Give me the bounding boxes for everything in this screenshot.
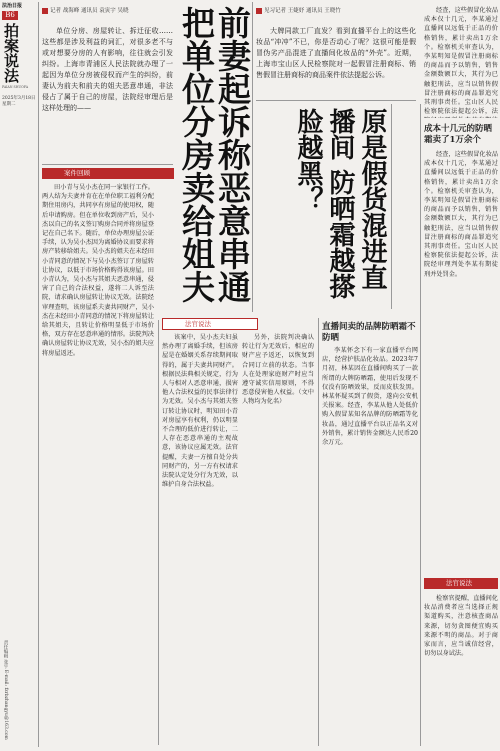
- left-byline: [42, 6, 174, 14]
- left-col3-text: 另外，法院判决确认转让行为无效后，相应的财产应予返还，以恢复到合同订立前的状态。当事人在处理家庭财产时应当遵守诚实信用原则，不得恶意侵害他人权益。（文中人物均为化名）: [242, 334, 314, 406]
- page-number: B6: [2, 11, 18, 20]
- paper-name: 法治日报: [2, 3, 23, 9]
- right-byline: [256, 6, 416, 14]
- left-reporters: 记者 战海峰 通讯员 袁寅宇 吴晓: [50, 8, 129, 14]
- right-col2-text: 经查，这些假冒化妆品成本仅十几元，李某通过直播间以远低于正品的价格销售，累计卖出1万余个。检察机关审查认为，李某明知是假冒注册商标的商品而予以销售，销售金额数额巨大，其行为已触犯刑法，应当以销售假冒注册商标的商品罪追究其刑事责任。宝山区人民检察院依法提起公诉，法院经审理判处李某有期徒刑并处罚金。: [424, 151, 498, 278]
- masthead: [2, 2, 42, 172]
- byline-square-icon: [42, 8, 48, 14]
- right-col3-text: 检察官提醒，直播间化妆品消费者应当选择正规渠道购买，注意核查商品来源，切勿贪图便宜购买来源不明的商品。对于商家而言，应当诚信经营，切勿以身试法。: [424, 595, 498, 658]
- center-divider-lower: [318, 318, 319, 746]
- section-judge-says-right: 法官说法: [424, 578, 498, 589]
- right-col1-text: 李某怀念下有一家直播平台网店，经营护肤品化妆品。2023年7月初，林某因在直播间购买了一款所谓的大牌防晒霜，使用后发现不仅没有防晒效果，反而皮肤发黑。林某怀疑买到了假货，遂向公安机关报案。经查，李某从他人处低价购入假冒某知名品牌的防晒霜等化妆品，通过直播平台以正品名义对外销售，累计销售金额达人民币20余万元。: [322, 347, 418, 447]
- issue-date: 2025年3月18日: [2, 96, 36, 101]
- left-col1-text: 田小青与吴小杰在同一家银行工作。两人结为夫妻并育在在单位职工福利分配期住用房内，共同享有房屋的使用权，随后申请购房。但在单位收到房产后，吴小杰以自己的名义签订购房合同并将房屋登记在自己名下。随后，单位办理房屋公证手续，认为吴小杰因为离婚协议而要求将房产转移给姐夫。吴小杰的姐夫在未经田小青同意的情况下与吴小杰签订了房屋转让协议，以低于市场价格购得该房屋。田小青认为，吴小杰与其姐夫恶意串通，侵害了自己的合法权益，遂将二人诉至法院，请求确认房屋转让协议无效。法院经审理查明，该房屋系夫妻共同财产，吴小杰在未经田小青同意的情况下将房屋转让给其姐夫，且转让价格明显低于市场价格，双方存在恶意串通的情形。法院判决确认房屋转让协议无效，吴小杰的姐夫应将房屋返还。: [42, 184, 154, 357]
- column-name: 拍案说法: [2, 23, 20, 83]
- left-col2-text: 该案中，吴小杰夫妇虽然办理了离婚手续，但该房屋是在婚姻关系存续期间取得的，属于夫妻共同财产。根据民法典相关规定，行为人与相对人恶意串通，损害他人合法权益的民事法律行为无效。吴小杰与其姐夫签订转让协议时，明知田小青对房屋享有权利，仍以明显不合理的低价进行转让，二人存在恶意串通的主观故意，该协议应属无效。法官提醒，夫妻一方擅自处分共同财产的，另一方有权请求法院认定处分行为无效，以维护自身合法权益。: [162, 334, 238, 489]
- masthead-divider: [38, 2, 39, 747]
- column-subtitle: PAIAN SHUOFA: [2, 85, 29, 89]
- right-intro: 大牌同款工厂直发？看到直播平台上的这些化妆品“冲冲”不已，你是否动心了呢？这很可能是假冒伪劣产品混进了直播间化妆品的“外壳”。近期，上海市宝山区人民检察院对一起假冒注册商标、销售假冒注册商标的商品案件依法提起公诉。: [256, 27, 416, 79]
- right-headline: 原是假货混进直播间 防晒霜越搽脸越黑？: [293, 108, 387, 300]
- editor-info: [2, 640, 8, 748]
- right-headline-divider: [391, 104, 392, 309]
- left-intro: 单位分房、房屋转让、拆迁征收……这些都是涉及利益的词汇，对很多老不与或对想要分房的人有影响，往往就会引发纠纷。上海市青浦区人民法院就办理了一起因为单位分房被侵权而产生的纠纷，前妻认为前夫和前夫的姐夫恶意串通，非法侵占了属于自己的房屋，法院经审理后是这样处理的——: [42, 27, 173, 112]
- right-col-top-text: 经查，这些假冒化妆品成本仅十几元，李某通过直播间以远低于正品的价格销售，累计卖出1万余个。检察机关审查认为，李某明知是假冒注册商标的商品而予以销售，销售金额数额巨大，其行为已触犯刑法，应当以销售假冒注册商标的商品罪追究其刑事责任。宝山区人民检察院依法提起公诉，法: [424, 7, 498, 116]
- right-col-divider: [420, 104, 421, 746]
- editor-name: 责任编辑 张宇: [3, 640, 8, 669]
- right-intro-rule: [256, 100, 416, 101]
- left-col-divider: [158, 320, 159, 745]
- center-divider: [252, 2, 253, 312]
- byline-square-icon-right: [256, 8, 262, 14]
- editor-email: E-mail: fzrbzhangyu@163.com: [3, 669, 8, 740]
- right-subhead-1: 直播间卖的品牌防晒霜不防晒: [322, 322, 416, 343]
- issue-weekday: 星期二: [2, 102, 16, 107]
- section-judge-says-left: 法官说法: [162, 318, 258, 330]
- right-subhead-2: 成本十几元的防晒霜卖了1万余个: [424, 124, 493, 145]
- left-headline: 前妻起诉称恶意串通 把单位分房卖给姐夫: [177, 6, 252, 303]
- section-case-review: 案件回顾: [42, 168, 174, 179]
- right-reporters: 见习记者 王婕妤 通讯员 王晓竹: [264, 8, 341, 14]
- left-intro-rule: [42, 164, 173, 165]
